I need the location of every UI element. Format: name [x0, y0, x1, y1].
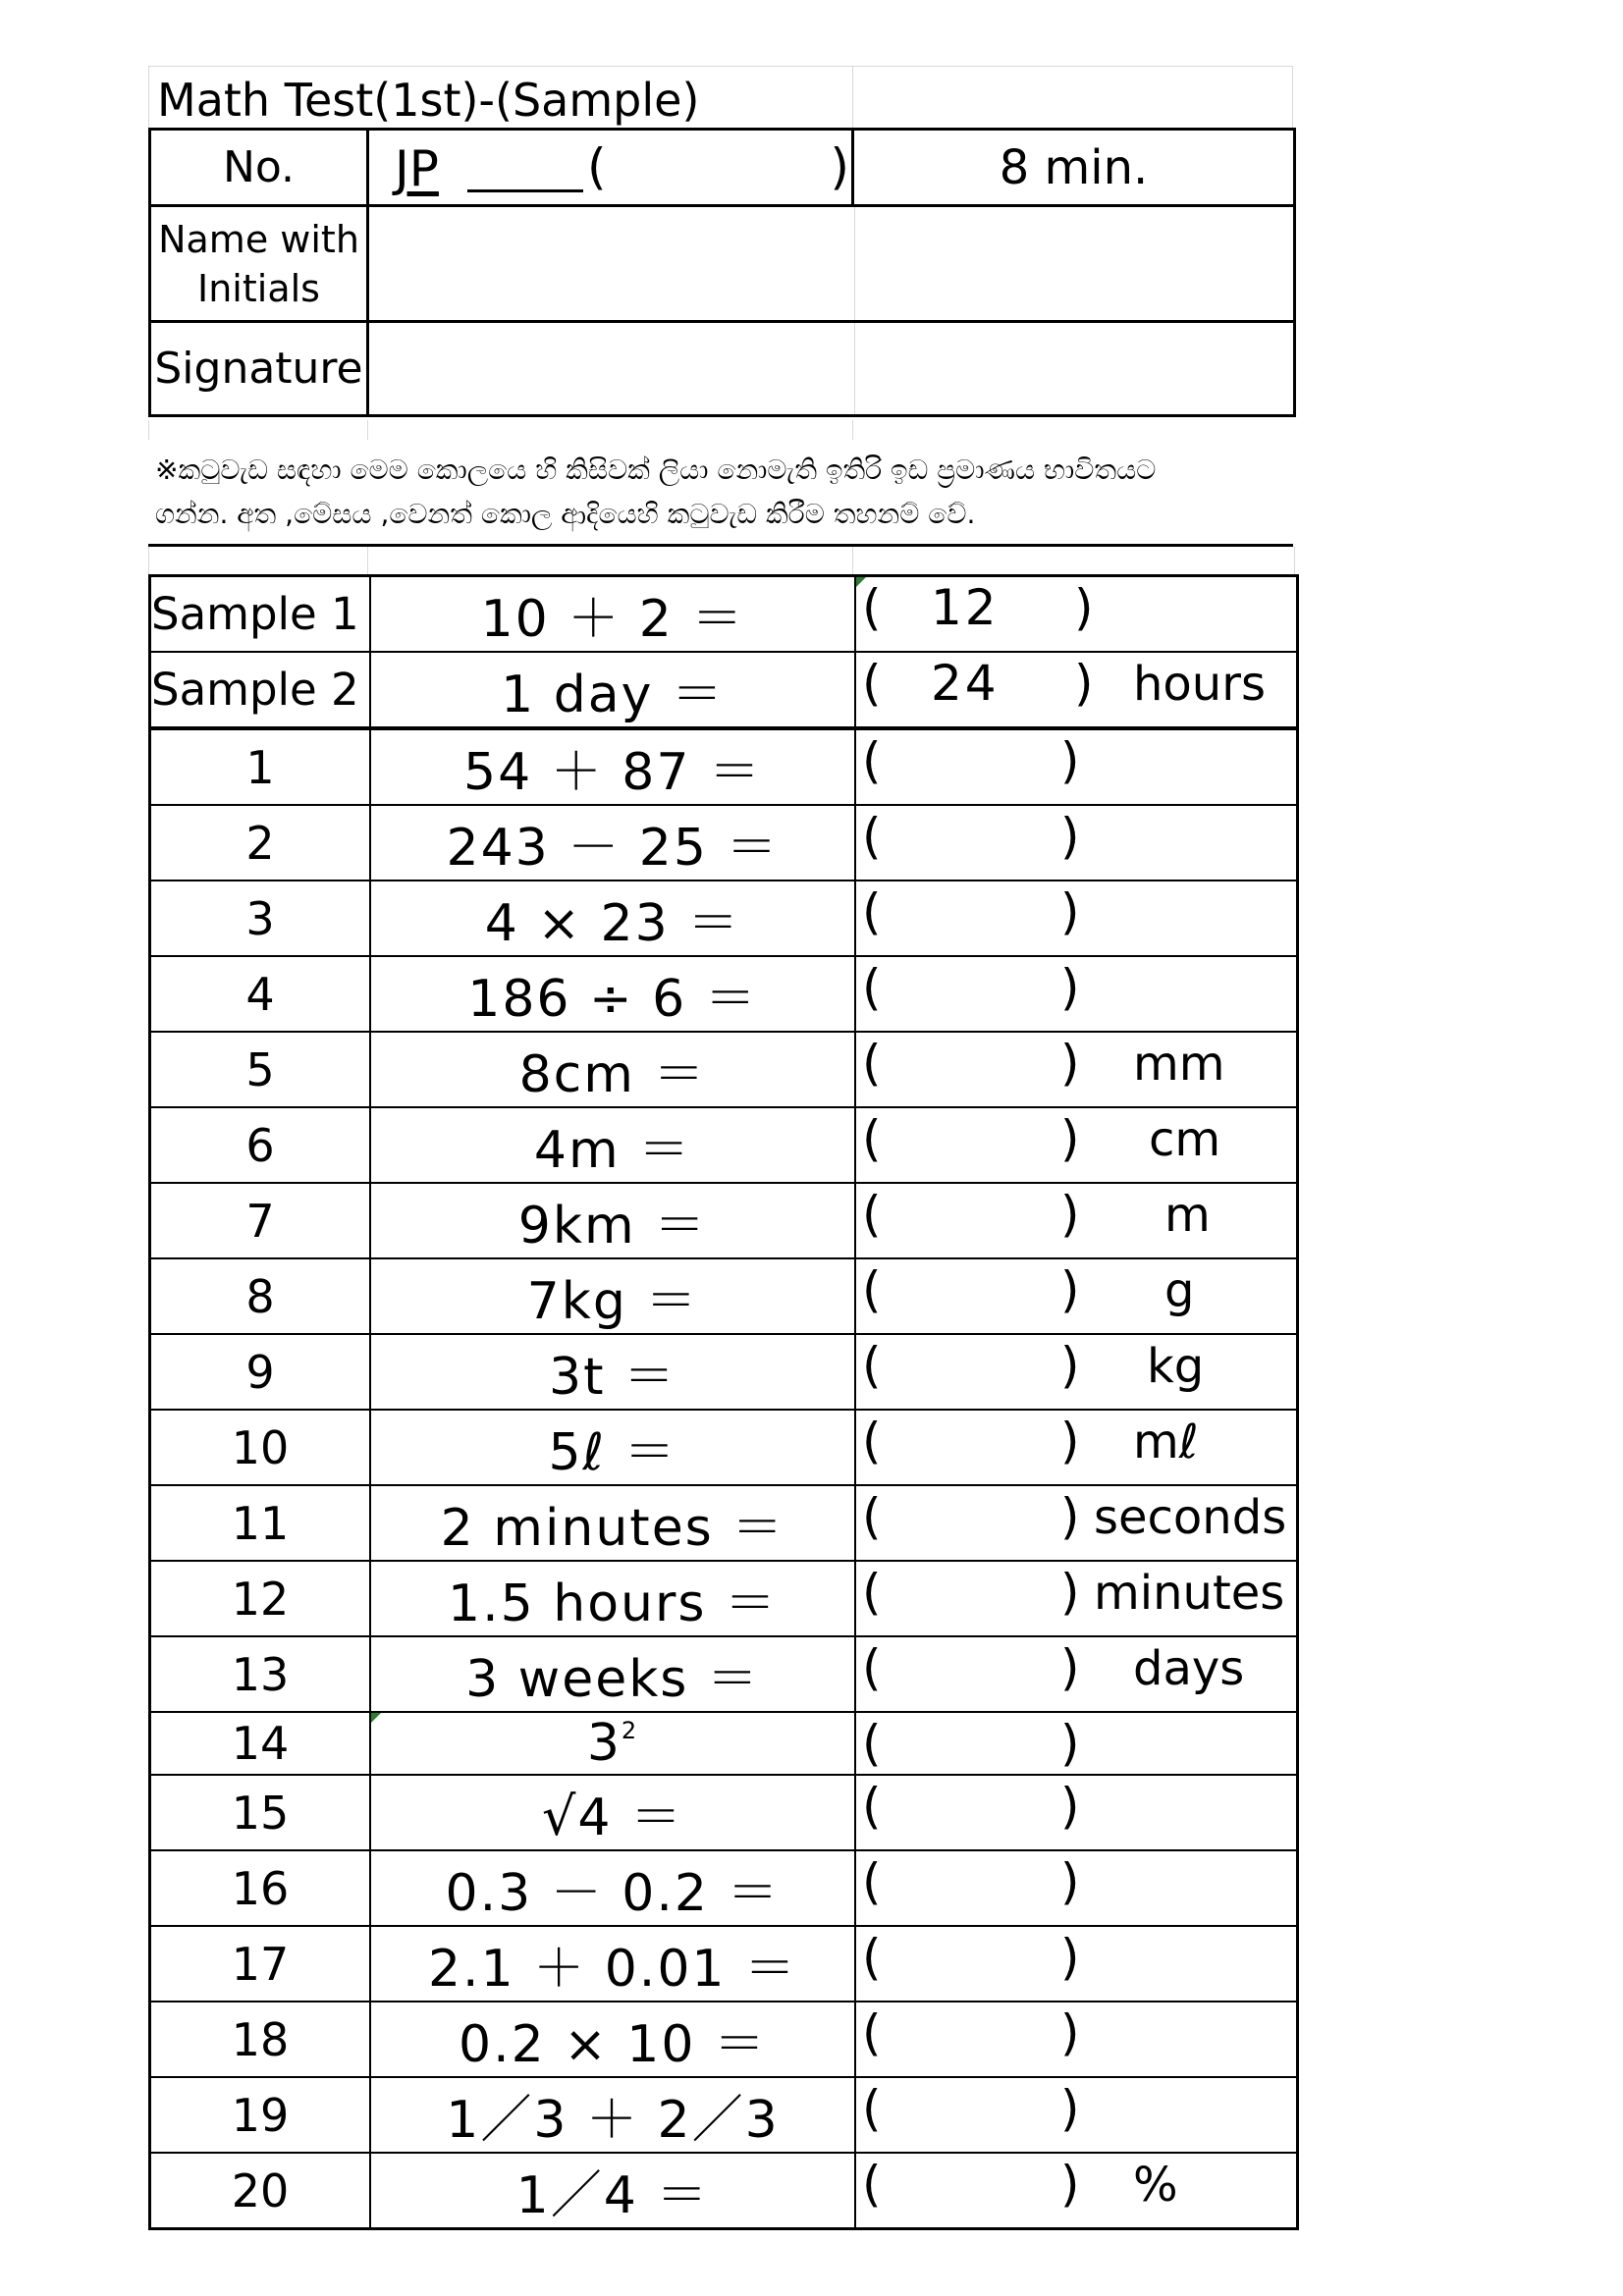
question-row [150, 956, 1298, 1032]
sample-row [150, 652, 1298, 728]
notice-line-1: ※කටුවැඩ සඳහා මෙම කොලයෙ හි කිසිවක් ලියා නොමැති ඉතිරි ඉඩ ප්‍රමාණය භාවිතයට [155, 454, 1157, 486]
question-number: 10 [150, 1410, 371, 1485]
question-row [150, 1334, 1298, 1410]
test-header [148, 66, 1293, 417]
question-row [150, 2153, 1298, 2229]
question-expression: 4m ＝ [370, 1107, 855, 1183]
notice-text [155, 448, 1304, 536]
question-expression: 243 － 25 ＝ [370, 805, 855, 881]
paren-close: ) [1060, 1110, 1080, 1167]
question-number: 9 [150, 1334, 371, 1410]
paren-close: ) [1060, 1488, 1080, 1545]
paren-close: ) [1060, 1564, 1080, 1621]
spacer-row [148, 547, 1295, 574]
sample-answer-cell [855, 576, 1298, 653]
paren-close: ) [1060, 1715, 1080, 1772]
paren-close: ) [1060, 1639, 1080, 1696]
question-number: 3 [150, 881, 371, 956]
question-row [150, 805, 1298, 881]
sample-label: Sample 2 [150, 652, 371, 728]
time-limit: 8 min. [853, 130, 1295, 206]
paren-open: ( [862, 1929, 882, 1986]
question-number: 17 [150, 1926, 371, 2002]
question-expression: 4 × 23 ＝ [370, 881, 855, 956]
name-label-line2: Initials [197, 266, 320, 310]
question-row [150, 1636, 1298, 1712]
question-number: 4 [150, 956, 371, 1032]
question-row [150, 2002, 1298, 2077]
sample-row [150, 576, 1298, 653]
answer-unit: mm [1133, 1037, 1225, 1092]
answer-field[interactable] [855, 1032, 1298, 1107]
question-number: 2 [150, 805, 371, 881]
paren-close: ) [1060, 1413, 1080, 1469]
question-expression: 186 ÷ 6 ＝ [370, 956, 855, 1032]
question-row [150, 1107, 1298, 1183]
answer-field[interactable] [855, 1485, 1298, 1561]
question-row [150, 728, 1298, 805]
square-root-symbol: √ [541, 1786, 578, 1847]
question-expression: 0.2 × 10 ＝ [370, 2002, 855, 2077]
spacer-row [148, 420, 1294, 440]
paren-open: ( [862, 2004, 882, 2061]
answer-field[interactable] [855, 956, 1298, 1032]
question-number: 18 [150, 2002, 371, 2077]
paren-open: ( [862, 1488, 882, 1545]
question-expression [370, 1775, 855, 1850]
answer-field[interactable] [855, 1775, 1298, 1850]
question-number: 6 [150, 1107, 371, 1183]
paren-close: ) [1060, 2080, 1080, 2137]
sample-expression: 10 ＋ 2 ＝ [370, 576, 855, 653]
question-row [150, 1183, 1298, 1258]
sample-answer-cell [855, 652, 1298, 728]
paren-open: ( [862, 1778, 882, 1835]
title-row [148, 66, 1293, 128]
paren-open: ( [862, 1035, 882, 1092]
paren-open: ( [862, 579, 882, 636]
question-expression: 3t ＝ [370, 1334, 855, 1410]
paren-close: ) [1074, 655, 1094, 712]
question-expression: 7kg ＝ [370, 1258, 855, 1334]
grid-divider [854, 207, 855, 320]
sample-label: Sample 1 [150, 576, 371, 653]
question-row [150, 1712, 1298, 1775]
paren-open: ( [862, 959, 882, 1016]
question-row [150, 2077, 1298, 2153]
question-expression: 9km ＝ [370, 1183, 855, 1258]
expression-text: 4 ＝ [577, 1789, 684, 1847]
question-number: 16 [150, 1850, 371, 1926]
paren-close: ) [1060, 883, 1080, 940]
answer-field[interactable] [855, 1107, 1298, 1183]
question-row [150, 1485, 1298, 1561]
paren-open: ( [862, 655, 882, 712]
question-number: 15 [150, 1775, 371, 1850]
grid-divider [367, 547, 368, 574]
answer-unit: minutes [1094, 1566, 1285, 1621]
question-expression: 54 ＋ 87 ＝ [370, 728, 855, 805]
paren-open: ( [862, 1337, 882, 1394]
grid-divider [852, 420, 853, 440]
info-table [148, 128, 1296, 417]
answer-field[interactable] [855, 1561, 1298, 1636]
answer-field[interactable] [855, 1183, 1298, 1258]
signature-field[interactable] [368, 322, 1295, 416]
answer-field[interactable] [855, 1926, 1298, 2002]
paren-close: ) [1060, 1337, 1080, 1394]
paren-close: ) [1060, 1186, 1080, 1243]
paren-close: ) [1060, 1035, 1080, 1092]
paren-close: ) [1060, 2004, 1080, 2061]
question-expression: 8cm ＝ [370, 1032, 855, 1107]
grid-divider [852, 547, 853, 574]
answer-unit: g [1164, 1263, 1195, 1318]
question-expression: 2.1 ＋ 0.01 ＝ [370, 1926, 855, 2002]
answer-field[interactable] [855, 2002, 1298, 2077]
answer-unit: m [1164, 1188, 1211, 1243]
question-expression: 1／3 ＋ 2／3 [370, 2077, 855, 2153]
question-number: 14 [150, 1712, 371, 1775]
answer-unit: days [1133, 1641, 1245, 1696]
paren-close: ) [1060, 1778, 1080, 1835]
answer-field[interactable] [855, 728, 1298, 805]
answer-field[interactable] [855, 1850, 1298, 1926]
question-row [150, 1926, 1298, 2002]
paren-close: ) [1060, 1853, 1080, 1910]
answer-field[interactable] [855, 881, 1298, 956]
cell-comment-marker [371, 1713, 381, 1723]
answer-field[interactable] [855, 1636, 1298, 1712]
paren-open: ( [862, 808, 882, 865]
answer-unit: seconds [1094, 1490, 1287, 1545]
question-row [150, 881, 1298, 956]
question-number: 19 [150, 2077, 371, 2153]
paren-close: ) [1060, 808, 1080, 865]
paren-open: ( [862, 732, 882, 789]
paren-close: ) [1060, 1929, 1080, 1986]
answer-field[interactable] [855, 805, 1298, 881]
name-field[interactable] [368, 206, 1295, 322]
notice-line-2: ගන්න. අත ,මේසය ,වෙනත් කොල ආදියෙහි කටුවැඩ කිරීම තහනම් වේ. [155, 498, 976, 530]
no-label: No. [150, 130, 368, 206]
question-expression: 1／4 ＝ [370, 2153, 855, 2229]
question-expression: 0.3 － 0.2 ＝ [370, 1850, 855, 1926]
paren-open: ( [862, 2156, 882, 2213]
answer-unit: kg [1147, 1339, 1205, 1394]
answer-field[interactable] [855, 1410, 1298, 1485]
answer-field[interactable] [855, 1258, 1298, 1334]
paren-open: ( [862, 1261, 882, 1318]
jp-paren-open: ( [587, 138, 607, 195]
question-row [150, 1775, 1298, 1850]
grid-divider [854, 323, 855, 414]
paren-open: ( [862, 1413, 882, 1469]
question-number: 7 [150, 1183, 371, 1258]
question-expression [370, 1712, 855, 1775]
answer-field[interactable] [855, 2077, 1298, 2153]
name-label [150, 206, 368, 322]
question-number: 11 [150, 1485, 371, 1561]
question-number: 20 [150, 2153, 371, 2229]
answer-unit: hours [1133, 657, 1266, 712]
question-expression: 5ℓ ＝ [370, 1410, 855, 1485]
sample-expression: 1 day ＝ [370, 652, 855, 728]
paren-close: ) [1060, 2156, 1080, 2213]
question-expression: 2 minutes ＝ [370, 1485, 855, 1561]
jp-paren-close: ) [830, 138, 849, 195]
question-expression: 1.5 hours ＝ [370, 1561, 855, 1636]
answer-unit: mℓ [1133, 1415, 1199, 1469]
question-number: 13 [150, 1636, 371, 1712]
student-number-field[interactable] [368, 130, 853, 206]
jp-underline [467, 189, 583, 192]
question-number: 5 [150, 1032, 371, 1107]
paren-close: ) [1060, 732, 1080, 789]
question-table [148, 574, 1299, 2230]
paren-open: ( [862, 1639, 882, 1696]
question-row [150, 1032, 1298, 1107]
expression-exponent: 2 [621, 1717, 639, 1744]
paren-close: ) [1060, 1261, 1080, 1318]
signature-label: Signature [150, 322, 368, 416]
answer-unit: % [1133, 2158, 1178, 2213]
paren-open: ( [862, 1564, 882, 1621]
question-row [150, 1561, 1298, 1636]
question-row [150, 1258, 1298, 1334]
test-title: Math Test(1st)-(Sample) [157, 74, 700, 127]
expression-base: 3 [586, 1714, 622, 1773]
answer-unit: cm [1149, 1112, 1221, 1167]
grid-divider [367, 420, 368, 440]
paren-open: ( [862, 1186, 882, 1243]
paren-open: ( [862, 2080, 882, 2137]
paren-close: ) [1074, 579, 1094, 636]
question-number: 12 [150, 1561, 371, 1636]
name-label-line1: Name with [158, 217, 359, 261]
question-row [150, 1850, 1298, 1926]
answer-field[interactable] [855, 1334, 1298, 1410]
answer-field[interactable] [855, 1712, 1298, 1775]
sample-answer: 24 [931, 655, 1000, 712]
paren-open: ( [862, 1853, 882, 1910]
question-expression: 3 weeks ＝ [370, 1636, 855, 1712]
paren-close: ) [1060, 959, 1080, 1016]
grid-divider [852, 67, 853, 128]
sample-answer: 12 [931, 579, 1000, 636]
paren-open: ( [862, 1110, 882, 1167]
question-row [150, 1410, 1298, 1485]
question-number: 1 [150, 728, 371, 805]
answer-field[interactable] [855, 2153, 1298, 2229]
question-number: 8 [150, 1258, 371, 1334]
paren-open: ( [862, 883, 882, 940]
paren-open: ( [862, 1715, 882, 1772]
jp-prefix: JP [395, 140, 439, 197]
